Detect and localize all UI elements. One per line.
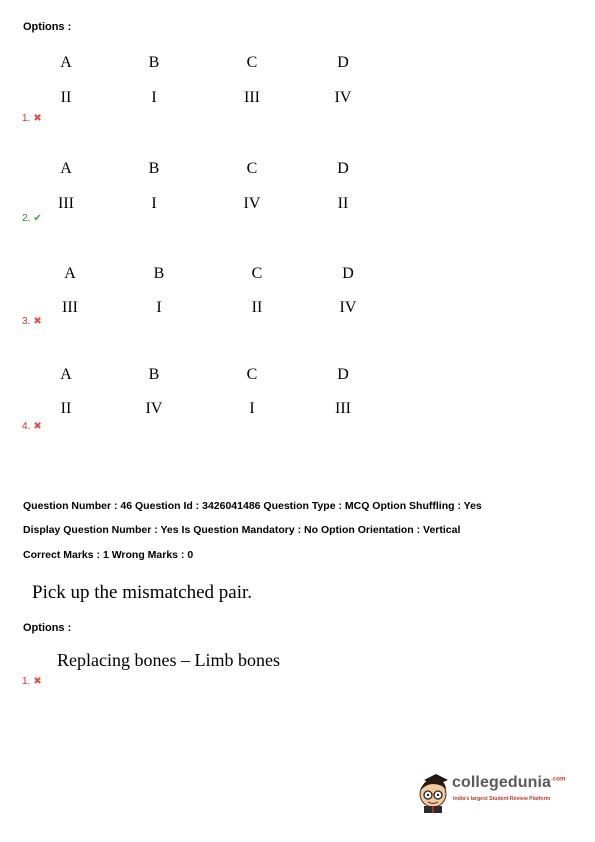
value-c: I	[249, 400, 255, 417]
header-a: A	[60, 366, 72, 383]
bottom-option-number: 1. ✖	[22, 676, 42, 687]
options-label-bottom: Options :	[23, 622, 72, 634]
header-b: B	[153, 265, 165, 282]
value-b: I	[156, 299, 162, 316]
brand-tagline: India's largest Student Review Platform	[453, 796, 551, 802]
header-a: A	[60, 54, 72, 71]
header-d: D	[337, 366, 349, 383]
header-b: B	[148, 366, 160, 383]
bottom-option-text: Replacing bones – Limb bones	[57, 650, 280, 670]
value-d: II	[337, 195, 349, 212]
option-number-2: 2. ✔	[22, 213, 42, 224]
question-meta-line-2: Display Question Number : Yes Is Question Mandatory : No Option Orientation : Vertical	[23, 524, 461, 536]
header-a: A	[60, 160, 72, 177]
value-c: II	[251, 299, 263, 316]
question-text: Pick up the mismatched pair.	[32, 582, 253, 603]
wrong-mark-icon: ✖	[33, 316, 42, 327]
header-c: C	[251, 265, 263, 282]
option-number-1: 1. ✖	[22, 113, 42, 124]
header-c: C	[246, 54, 258, 71]
wrong-mark-icon: ✖	[33, 421, 42, 432]
wrong-mark-icon: ✖	[33, 113, 42, 124]
header-d: D	[337, 54, 349, 71]
header-b: B	[148, 54, 160, 71]
header-d: D	[337, 160, 349, 177]
brand-name: collegedunia$^{.com}$	[452, 774, 566, 791]
value-a: II	[60, 89, 72, 106]
value-a: III	[58, 195, 74, 212]
value-a: II	[60, 400, 72, 417]
value-d: IV	[334, 89, 352, 106]
value-b: I	[151, 195, 157, 212]
value-d: III	[335, 400, 351, 417]
question-meta-line-3: Correct Marks : 1 Wrong Marks : 0	[23, 549, 194, 561]
header-d: D	[342, 265, 354, 282]
header-c: C	[246, 160, 258, 177]
option-number-3: 3. ✖	[22, 316, 42, 327]
value-c: III	[244, 89, 260, 106]
collegedunia-logo	[416, 770, 566, 818]
option-number-4: 4. ✖	[22, 421, 42, 432]
question-meta-line-1: Question Number : 46 Question Id : 3426041486 Question Type : MCQ Option Shuffling : Yes	[23, 500, 482, 512]
check-mark-icon: ✔	[33, 213, 42, 224]
options-label-top: Options :	[23, 21, 72, 33]
header-b: B	[148, 160, 160, 177]
value-c: IV	[243, 195, 261, 212]
header-a: A	[64, 265, 76, 282]
value-d: IV	[339, 299, 357, 316]
header-c: C	[246, 366, 258, 383]
value-b: IV	[145, 400, 163, 417]
value-b: I	[151, 89, 157, 106]
value-a: III	[62, 299, 78, 316]
mascot-icon	[416, 770, 452, 814]
wrong-mark-icon: ✖	[33, 676, 42, 687]
